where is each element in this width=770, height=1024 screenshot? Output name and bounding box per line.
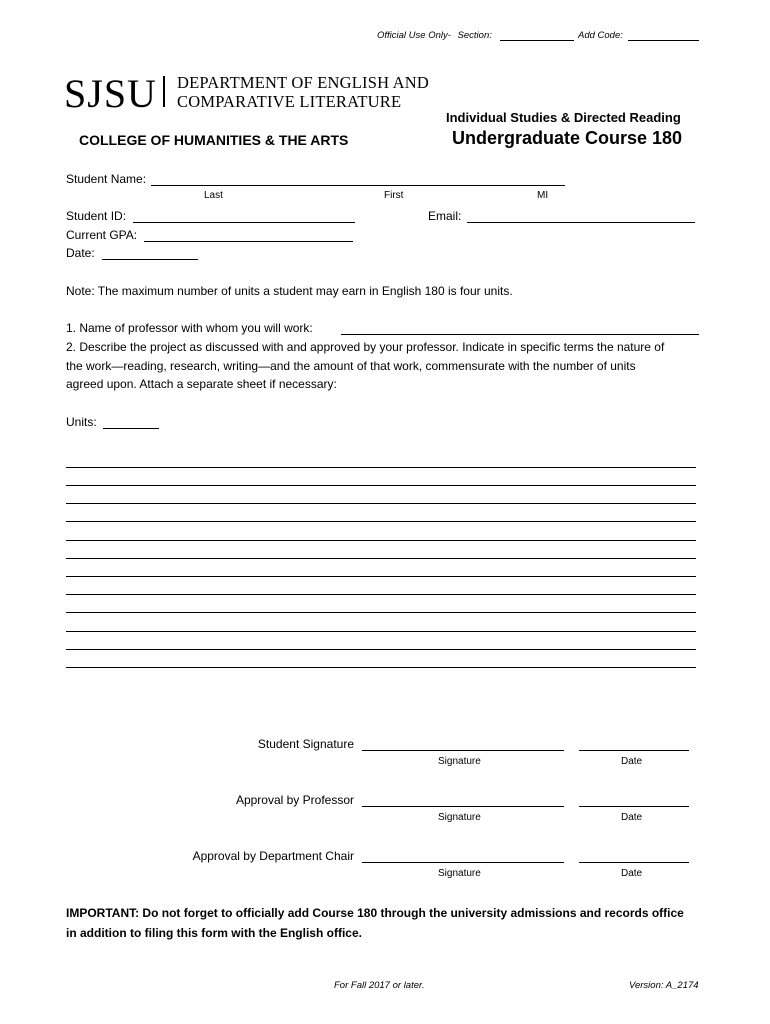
logo-divider (163, 76, 165, 107)
professor-signature-field[interactable] (362, 806, 564, 807)
description-line[interactable] (66, 576, 696, 577)
important-line2: in addition to filing this form with the English office. (66, 926, 362, 940)
question-2-line1: 2. Describe the project as discussed with and approved by your professor. Indicate in specific terms the nature of (66, 340, 665, 354)
student-signature-label: Student Signature (257, 737, 354, 751)
footer-effective-date: For Fall 2017 or later. (334, 980, 425, 991)
official-use-label (377, 30, 492, 41)
add-code-label: Add Code: (578, 30, 623, 41)
section-field[interactable] (500, 40, 574, 41)
department-line1: DEPARTMENT OF ENGLISH AND (177, 73, 429, 92)
form-subtitle: Individual Studies & Directed Reading (446, 110, 681, 125)
professor-signature-caption: Signature (438, 812, 481, 823)
sjsu-logo: SJSU (64, 71, 157, 116)
student-id-field[interactable] (133, 222, 355, 223)
description-line[interactable] (66, 612, 696, 613)
chair-approval-label: Approval by Department Chair (192, 849, 354, 863)
units-note: Note: The maximum number of units a student may earn in English 180 is four units. (66, 284, 513, 298)
description-line[interactable] (66, 649, 696, 650)
important-line1: IMPORTANT: Do not forget to officially add Course 180 through the university admissions and records office (66, 906, 684, 920)
description-line[interactable] (66, 467, 696, 468)
chair-signature-field[interactable] (362, 862, 564, 863)
description-line[interactable] (66, 631, 696, 632)
question-1: 1. Name of professor with whom you will work: (66, 321, 313, 335)
description-line[interactable] (66, 540, 696, 541)
professor-approval-label: Approval by Professor (235, 793, 354, 807)
chair-date-field[interactable] (579, 862, 689, 863)
description-line[interactable] (66, 521, 696, 522)
student-signature-field[interactable] (362, 750, 564, 751)
units-label: Units: (66, 415, 97, 429)
chair-signature-caption: Signature (438, 868, 481, 879)
department-line2: COMPARATIVE LITERATURE (177, 92, 402, 111)
name-sub-first: First (384, 190, 404, 201)
units-field[interactable] (103, 428, 159, 429)
college-name: COLLEGE OF HUMANITIES & THE ARTS (79, 132, 349, 148)
email-field[interactable] (467, 222, 695, 223)
date-field[interactable] (102, 259, 198, 260)
description-line[interactable] (66, 667, 696, 668)
description-line[interactable] (66, 503, 696, 504)
gpa-field[interactable] (144, 241, 353, 242)
question-2-line3: agreed upon. Attach a separate sheet if necessary: (66, 377, 337, 391)
professor-date-field[interactable] (579, 806, 689, 807)
description-line[interactable] (66, 558, 696, 559)
official-use-text: Official Use Only- (377, 30, 451, 41)
section-label: Section: (457, 30, 492, 41)
student-name-field[interactable] (151, 185, 565, 186)
name-sub-last: Last (204, 190, 223, 201)
add-code-field[interactable] (628, 40, 699, 41)
description-line[interactable] (66, 485, 696, 486)
professor-name-field[interactable] (341, 334, 699, 335)
footer-version: Version: A_2174 (629, 980, 699, 991)
chair-date-caption: Date (621, 868, 643, 879)
student-signature-caption: Signature (438, 756, 481, 767)
professor-date-caption: Date (621, 812, 643, 823)
form-title: Undergraduate Course 180 (452, 128, 683, 148)
name-sub-mi: MI (537, 190, 549, 201)
student-name-label: Student Name: (66, 172, 147, 186)
student-date-caption: Date (621, 756, 643, 767)
student-date-field[interactable] (579, 750, 689, 751)
question-2-line2: the work—reading, research, writing—and the amount of that work, commensurate with the number of units (66, 359, 636, 373)
student-id-label: Student ID: (66, 209, 127, 223)
date-label: Date: (66, 246, 95, 260)
email-label: Email: (428, 209, 462, 223)
gpa-label: Current GPA: (66, 228, 138, 242)
description-line[interactable] (66, 594, 696, 595)
